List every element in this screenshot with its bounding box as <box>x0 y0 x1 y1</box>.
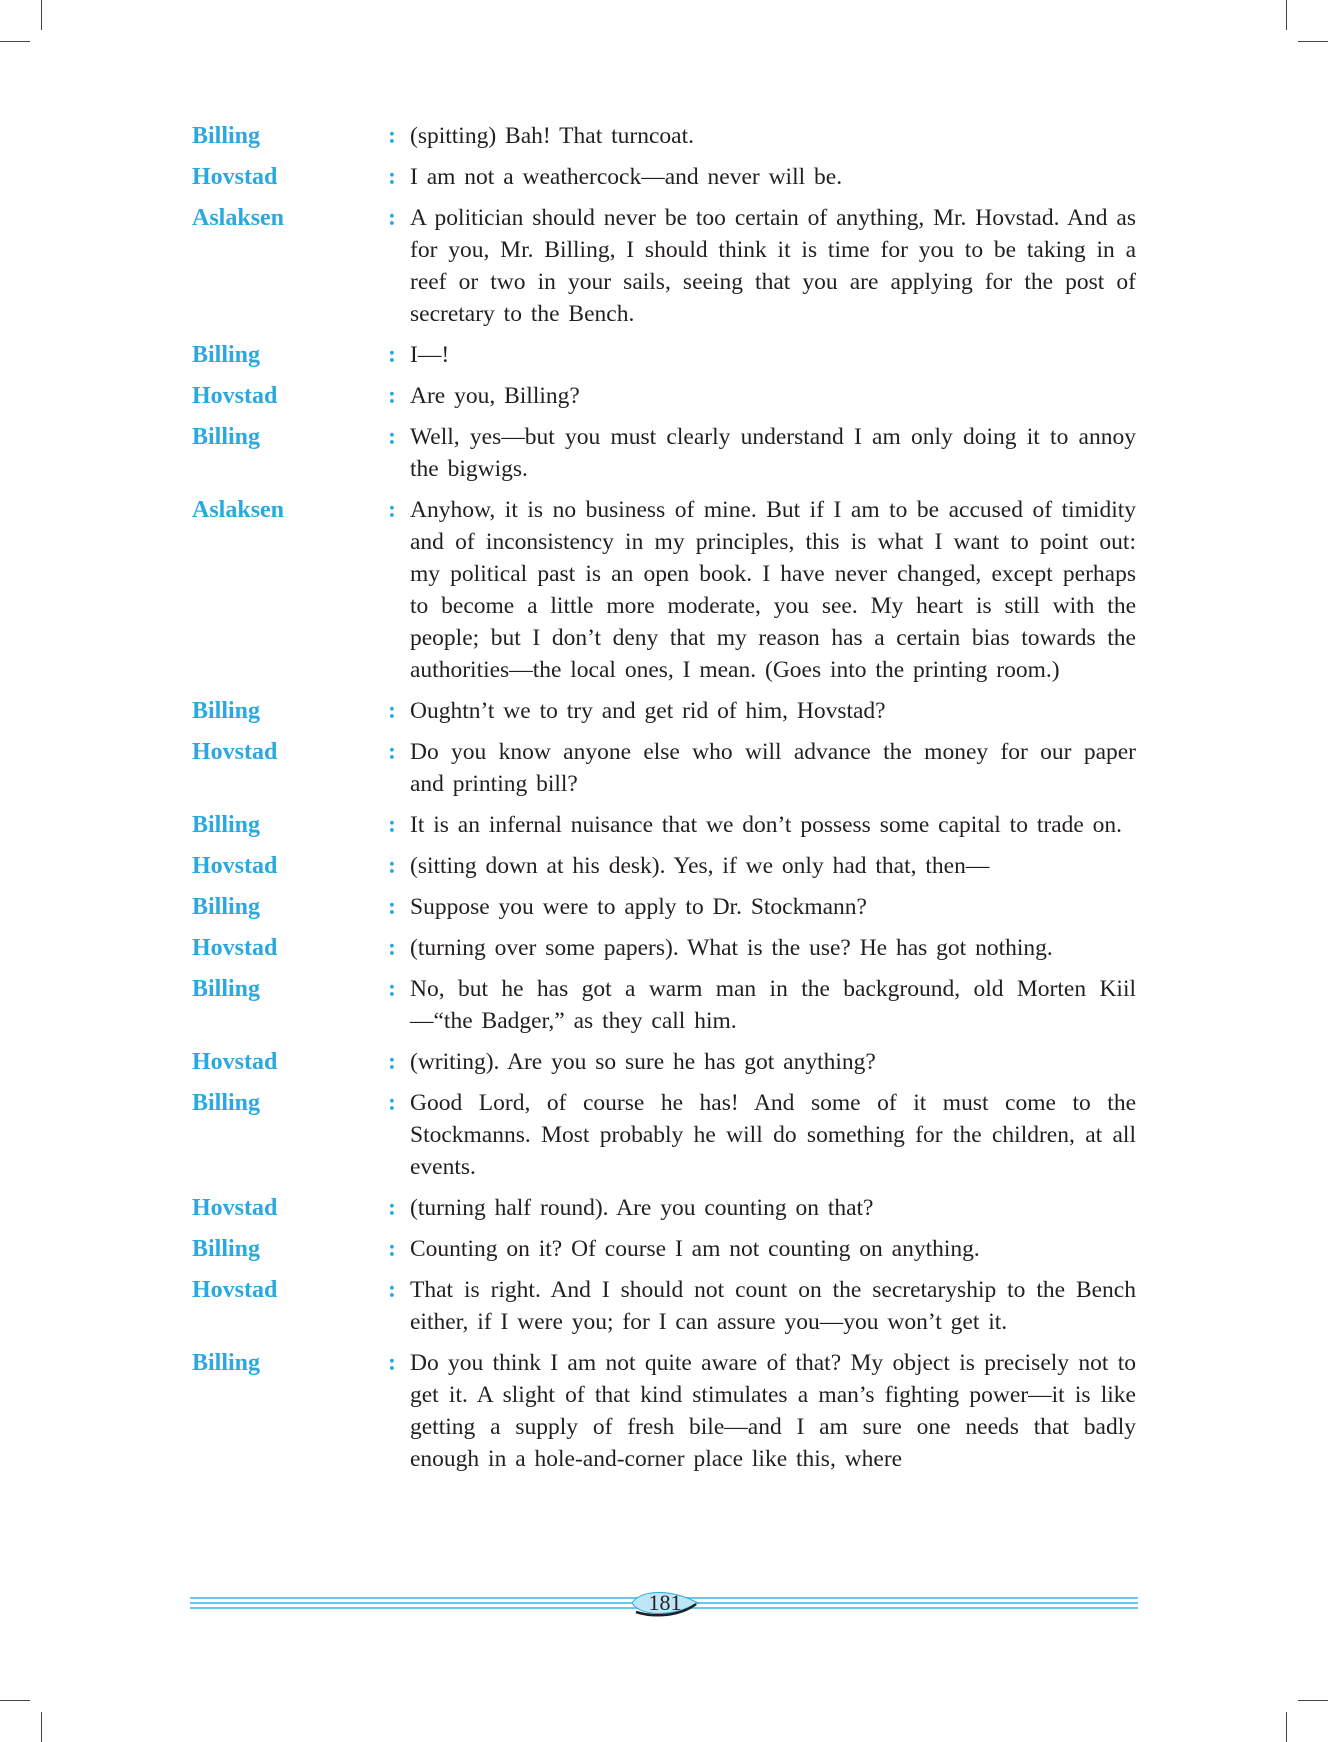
dialogue-text: I—! <box>410 342 450 368</box>
speaker-colon: : <box>388 935 396 961</box>
dialogue-text: (writing). Are you so sure he has got anything? <box>410 1049 876 1075</box>
dialogue-list <box>192 120 1136 1484</box>
dialogue-text: I am not a weathercock—and never will be. <box>410 164 843 190</box>
dialogue-line <box>192 161 1136 193</box>
speaker-name: Hovstad <box>192 164 278 190</box>
speaker-name: Hovstad <box>192 1277 278 1303</box>
crop-mark-bottom-left-v <box>41 1712 42 1742</box>
speaker-colon: : <box>388 342 396 368</box>
speaker-colon: : <box>388 497 396 523</box>
speaker-colon: : <box>388 739 396 765</box>
dialogue-text: Do you know anyone else who will advance the money for our paper and printing bill? <box>410 739 1136 797</box>
speaker-name: Billing <box>192 976 261 1002</box>
dialogue-text: Anyhow, it is no business of mine. But if I am to be accused of timidity and of inconsistency in my principles, this is what I want to point out: my political past is an open book. I have never changed, except perhaps to become a little more moderate, you see. My heart is still with the people; but I don’t deny that my reason has a certain bias towards the authorities—the local ones, I mean. (Goes into the printing room.) <box>410 497 1136 683</box>
dialogue-line <box>192 973 1136 1037</box>
speaker-name: Billing <box>192 698 261 724</box>
speaker-name: Hovstad <box>192 1049 278 1075</box>
speaker-name: Billing <box>192 1350 261 1376</box>
dialogue-text: Are you, Billing? <box>410 383 580 409</box>
dialogue-line <box>192 1046 1136 1078</box>
speaker-colon: : <box>388 894 396 920</box>
dialogue-line <box>192 202 1136 330</box>
dialogue-line <box>192 380 1136 412</box>
speaker-name: Hovstad <box>192 383 278 409</box>
dialogue-text: It is an infernal nuisance that we don’t possess some capital to trade on. <box>410 812 1123 838</box>
dialogue-text: Counting on it? Of course I am not counting on anything. <box>410 1236 980 1262</box>
dialogue-line <box>192 809 1136 841</box>
dialogue-line <box>192 695 1136 727</box>
dialogue-text: Do you think I am not quite aware of that? My object is precisely not to get it. A slight of that kind stimulates a man’s fighting power—it is like getting a supply of fresh bile—and I am sure one needs that badly enough in a hole-and-corner place like this, where <box>410 1350 1136 1472</box>
dialogue-line <box>192 891 1136 923</box>
speaker-colon: : <box>388 1090 396 1116</box>
dialogue-line <box>192 850 1136 882</box>
speaker-name: Hovstad <box>192 853 278 879</box>
dialogue-line <box>192 736 1136 800</box>
speaker-name: Billing <box>192 424 261 450</box>
dialogue-line <box>192 421 1136 485</box>
speaker-name: Hovstad <box>192 739 278 765</box>
dialogue-text: (turning half round). Are you counting on that? <box>410 1195 874 1221</box>
speaker-name: Billing <box>192 894 261 920</box>
speaker-colon: : <box>388 1236 396 1262</box>
crop-mark-top-right-v <box>1286 0 1287 30</box>
speaker-colon: : <box>388 1350 396 1376</box>
dialogue-text: Good Lord, of course he has! And some of it must come to the Stockmanns. Most probably he will do something for the children, at all events. <box>410 1090 1136 1180</box>
dialogue-line <box>192 494 1136 686</box>
crop-mark-bottom-right-h <box>1298 1700 1328 1701</box>
speaker-name: Aslaksen <box>192 205 285 231</box>
dialogue-text: (sitting down at his desk). Yes, if we only had that, then— <box>410 853 990 879</box>
dialogue-text: A politician should never be too certain of anything, Mr. Hovstad. And as for you, Mr. Billing, I should think it is time for you to be taking in a reef or two in your sails, seeing that you are applying for the post of secretary to the Bench. <box>410 205 1136 327</box>
speaker-name: Billing <box>192 342 261 368</box>
speaker-colon: : <box>388 853 396 879</box>
crop-mark-top-right-h <box>1298 41 1328 42</box>
speaker-name: Hovstad <box>192 935 278 961</box>
dialogue-line <box>192 339 1136 371</box>
speaker-name: Aslaksen <box>192 497 285 523</box>
speaker-colon: : <box>388 205 396 231</box>
dialogue-line <box>192 120 1136 152</box>
speaker-name: Billing <box>192 812 261 838</box>
crop-mark-bottom-right-v <box>1286 1712 1287 1742</box>
dialogue-line <box>192 1347 1136 1475</box>
crop-mark-bottom-left-h <box>0 1700 30 1701</box>
dialogue-text: Oughtn’t we to try and get rid of him, Hovstad? <box>410 698 886 724</box>
speaker-name: Billing <box>192 1236 261 1262</box>
dialogue-line <box>192 1274 1136 1338</box>
speaker-name: Billing <box>192 1090 261 1116</box>
speaker-colon: : <box>388 383 396 409</box>
speaker-colon: : <box>388 698 396 724</box>
speaker-colon: : <box>388 164 396 190</box>
dialogue-line <box>192 932 1136 964</box>
speaker-colon: : <box>388 1049 396 1075</box>
dialogue-line <box>192 1087 1136 1183</box>
dialogue-text: That is right. And I should not count on the secretaryship to the Bench either, if I were you; for I can assure you—you won’t get it. <box>410 1277 1136 1335</box>
speaker-colon: : <box>388 1195 396 1221</box>
crop-mark-top-left-h <box>0 41 30 42</box>
dialogue-text: Suppose you were to apply to Dr. Stockmann? <box>410 894 867 920</box>
speaker-name: Billing <box>192 123 261 149</box>
speaker-colon: : <box>388 1277 396 1303</box>
dialogue-text: No, but he has got a warm man in the background, old Morten Kiil—“the Badger,” as they call him. <box>410 976 1136 1034</box>
dialogue-line <box>192 1192 1136 1224</box>
speaker-colon: : <box>388 976 396 1002</box>
dialogue-text: (turning over some papers). What is the use? He has got nothing. <box>410 935 1053 961</box>
dialogue-text: (spitting) Bah! That turncoat. <box>410 123 694 149</box>
speaker-colon: : <box>388 812 396 838</box>
page-footer <box>190 1588 1138 1618</box>
crop-mark-top-left-v <box>41 0 42 30</box>
dialogue-line <box>192 1233 1136 1265</box>
dialogue-text: Well, yes—but you must clearly understand I am only doing it to annoy the bigwigs. <box>410 424 1136 482</box>
page-number: 181 <box>648 1590 682 1615</box>
speaker-name: Hovstad <box>192 1195 278 1221</box>
page-number-badge <box>630 1588 700 1618</box>
speaker-colon: : <box>388 123 396 149</box>
speaker-colon: : <box>388 424 396 450</box>
